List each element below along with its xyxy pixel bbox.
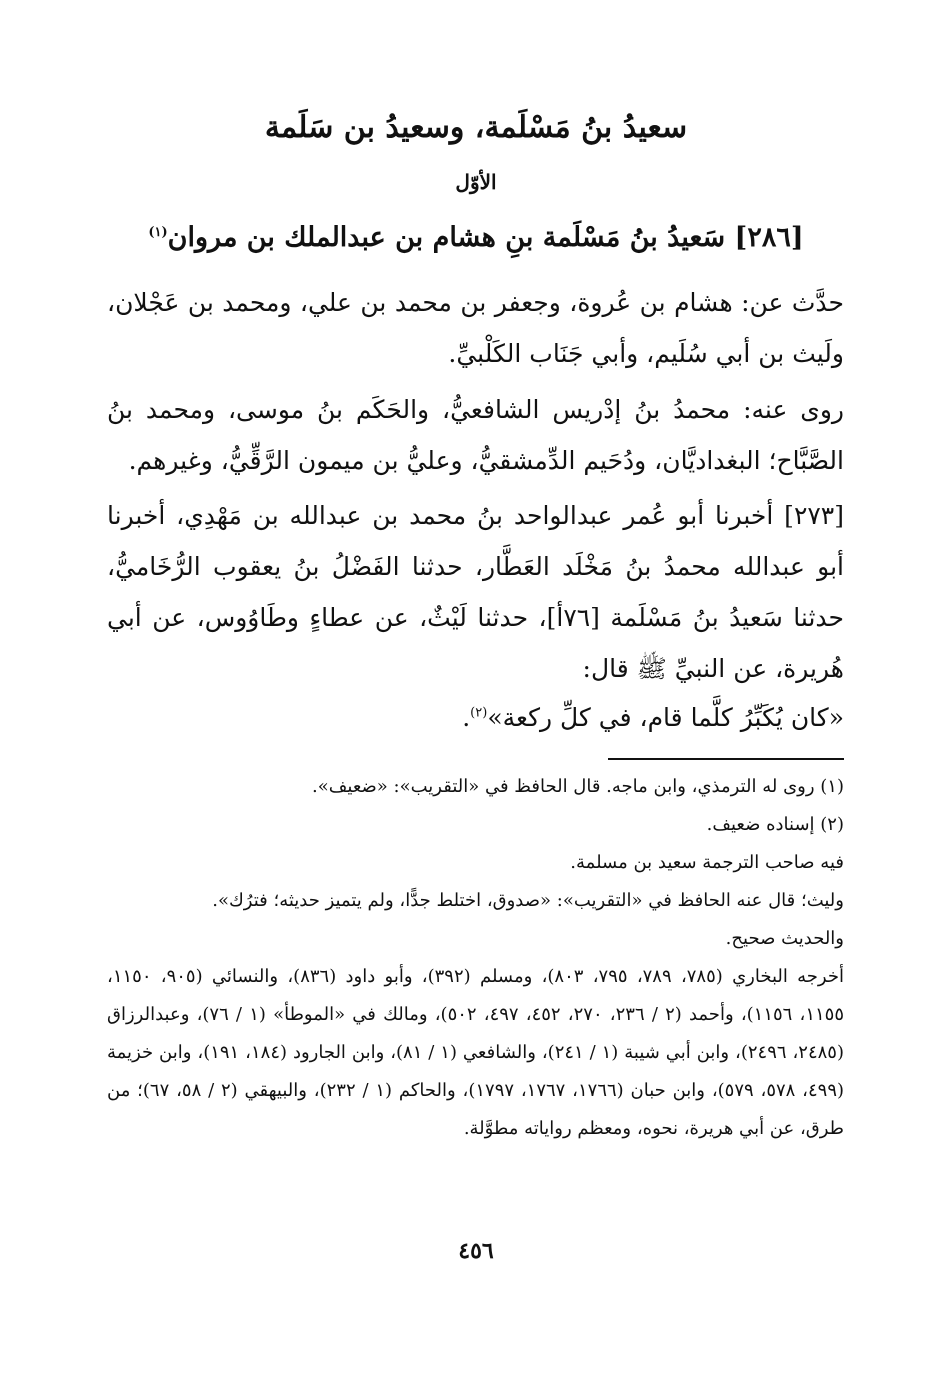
entry-heading-text: [٢٨٦] سَعيدُ بنُ مَسْلَمة بنِ هشام بن عبدالملك بن مروان — [167, 222, 804, 253]
page-title: سعيدُ بنُ مَسْلَمة، وسعيدُ بن سَلَمة — [264, 110, 688, 145]
footnote-2-line-4: والحديث صحيح. — [725, 928, 844, 949]
hadith-chain-paragraph: [٢٧٣] أخبرنا أبو عُمر عبدالواحد بنُ محمد بن عبدالله بن مَهْدِي، أخبرنا أبو عبدالله محمدُ بنُ مَخْلَد العَطَّار، حدثنا الفَضْلُ بنُ يعقوب الرُّخَاميُّ، حدثنا سَعيدُ بنُ مَسْلَمة [٧٦أ]، حدثنا لَيْثٌ، عن عطاءٍ وطَاوُوس، عن أبي هُريرة، عن النبيِّ ﷺ قال: — [107, 501, 844, 683]
footnote-1: (١) روى له الترمذي، وابن ماجه. قال الحافظ في «التقريب»: «ضعيف». — [312, 776, 844, 797]
footnote-2: (٢) إسناده ضعيف. — [706, 814, 844, 835]
footnote-divider — [608, 758, 844, 760]
teachers-paragraph: حدَّث عن: هشام بن عُروة، وجعفر بن محمد بن علي، ومحمد بن عَجْلان، ولَيث بن أبي سُلَيم، وأبي جَنَاب الكَلْبيِّ. — [107, 288, 844, 368]
hadith-text-end: . — [462, 703, 471, 732]
students-paragraph: روى عنه: محمدُ بنُ إدْريس الشافعيُّ، والحَكَم بنُ موسى، ومحمد بنُ الصَّبَّاح؛ البغداديَّان، ودُحَيم الدِّمشقيُّ، وعليُّ بن ميمون الرَّقِّيُّ، وغيرهم. — [107, 395, 844, 475]
footnote-marker-1: (١) — [148, 225, 168, 240]
footnote-2-line-2: فيه صاحب الترجمة سعيد بن مسلمة. — [570, 852, 844, 873]
entry-heading — [110, 222, 842, 253]
hadith-text-body: «كان يُكَبِّرُ كلَّما قام، في كلِّ ركعة» — [487, 703, 844, 732]
page-number: ٤٥٦ — [458, 1238, 494, 1264]
footnote-marker-2: (٢) — [470, 705, 488, 721]
footnote-2-line-3: وليث؛ قال عنه الحافظ في «التقريب»: «صدوق، اختلط جدًّا، ولم يتميز حديثه؛ فترُك». — [212, 890, 844, 911]
footnote-2-takhrij: أخرجه البخاري (٧٨٥، ٧٨٩، ٧٩٥، ٨٠٣)، ومسلم (٣٩٢)، وأبو داود (٨٣٦)، والنسائي (٩٠٥، ١١٥٠، ١١٥٥، ١١٥٦)، وأحمد (٢ / ٢٣٦، ٢٧٠، ٤٥٢، ٤٩٧، ٥٠٢)، ومالك في «الموطأ» (١ / ٧٦)، وعبدالرزاق (٢٤٨٥، ٢٤٩٦)، وابن أبي شيبة (١ / ٢٤١)، والشافعي (١ / ٨١)، وابن الجارود (١٨٤، ١٩١)، وابن خزيمة (٤٩٩، ٥٧٨، ٥٧٩)، وابن حبان (١٧٦٦، ١٧٦٧، ١٧٩٧)، والحاكم (١ / ٢٣٢)، والبيهقي (٢ / ٥٨، ٦٧)؛ من طرق، عن أبي هريرة، نحوه، ومعظم رواياته مطوَّلة. — [107, 966, 845, 1139]
footnotes — [107, 768, 844, 1148]
section-subtitle: الأوّل — [455, 170, 497, 194]
hadith-text — [107, 692, 844, 743]
